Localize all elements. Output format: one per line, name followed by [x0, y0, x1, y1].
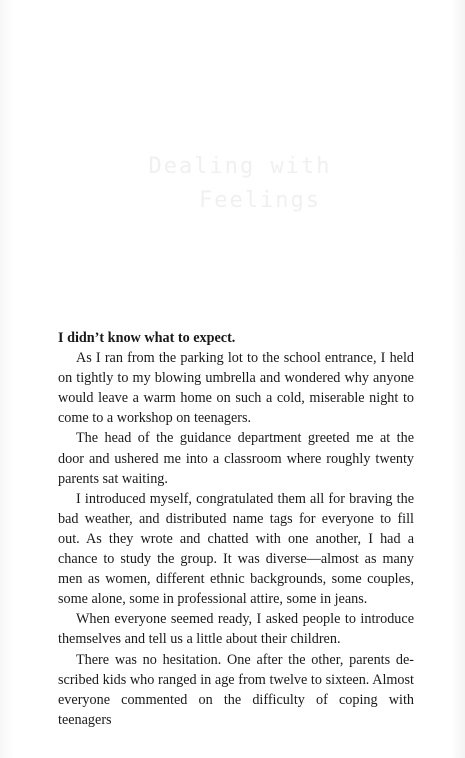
chapter-heading-line-2: Feelings [199, 188, 321, 213]
paragraph-4: When everyone seemed ready, I asked people to introduce themselves and tell us a little about their children. [58, 611, 414, 648]
paragraph-5: There was no hesitation. One after the other, parents described kids who ranged in age from twelve to sixteen. Almost everyone commented on the difficulty of coping with teenagers [58, 651, 414, 728]
paragraph-2: The head of the guidance department greeted me at the door and ushered me into a classroom where roughly twenty parents sat waiting. [58, 430, 414, 487]
paragraph-1: As I ran from the parking lot to the school entrance, I held on tightly to my blowing umbrella and wondered why anyone would leave a warm home on such a cold, miserable night to come to a workshop on teenagers. [58, 350, 414, 427]
paragraph-3: I introduced myself, congratulated them all for braving the bad weather, and distributed name tags for everyone to fill out. As they wrote and chatted with one another, I had a chance to study the group. It was diverse—almost as many men as women, different ethnic backgrounds, some couples, some alone, some in professional attire, some in jeans. [58, 490, 414, 608]
lead-sentence: I didn’t know what to expect. [58, 330, 236, 346]
chapter-heading-line-1: Dealing with [148, 154, 332, 179]
body-text [58, 328, 414, 730]
chapter-heading [120, 150, 360, 218]
